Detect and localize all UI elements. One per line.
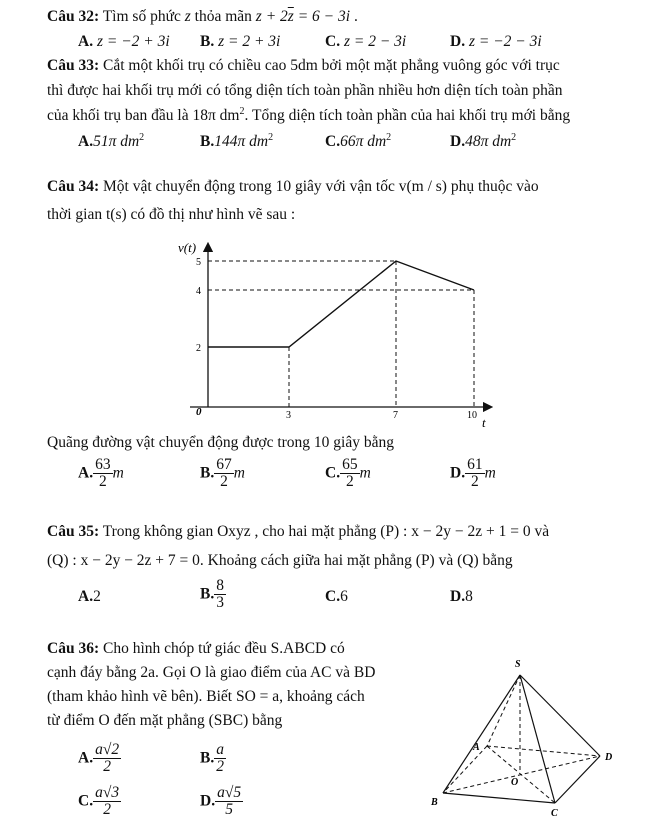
q33-option-c: C.66π $dm^2$ bbox=[325, 132, 392, 151]
q35-line2: (Q) : x − 2y − 2z + 7 = 0. Khoảng cách giữa hai mặt phẳng (P) và (Q) bằng bbox=[47, 552, 513, 569]
q36-option-a: A. $\frac{a√2}{2}$ bbox=[78, 741, 120, 776]
q32-option-c: C. z = 2 − 3i bbox=[325, 33, 407, 50]
q36-option-c: C. $\frac{a√3}{2}$ bbox=[78, 784, 120, 819]
q34-question: Quãng đường vật chuyển động được trong 10 giây bằng bbox=[47, 434, 395, 451]
q36-option-b: B. $\frac{a}{2}$ bbox=[200, 741, 224, 776]
pyramid-hidden-edges bbox=[443, 675, 600, 803]
x-tick-3: 3 bbox=[286, 410, 291, 421]
q35-option-b: B. $\frac{8}{3}$ bbox=[200, 577, 224, 612]
q32-equation-b: = 6 − 3i bbox=[293, 8, 351, 25]
origin-label: 0 bbox=[196, 406, 202, 418]
q32-equation-a: z + 2 bbox=[255, 8, 288, 25]
q32-text-pre: Tìm số phức bbox=[99, 8, 185, 25]
q32-equation-zbar: $\overline{z}$ bbox=[287, 8, 294, 25]
q33-option-a: A.51π $dm^2$ bbox=[78, 132, 145, 151]
y-tick-2: 2 bbox=[196, 343, 201, 354]
q32-stem bbox=[47, 8, 358, 26]
q32-label: Câu 32: bbox=[47, 8, 100, 25]
q36-line2: cạnh đáy bằng 2a. Gọi O là giao điểm của AC và BD bbox=[47, 664, 376, 681]
q32-option-d: D. z = −2 − 3i bbox=[450, 33, 542, 50]
velocity-graph bbox=[170, 235, 500, 435]
q33-option-b: B.144π $dm^2$ bbox=[200, 132, 274, 151]
y-axis-label: v(t) bbox=[178, 240, 197, 255]
q32-option-a: A. z = −2 + 3i bbox=[78, 33, 170, 50]
vertex-a-label: A bbox=[473, 742, 480, 753]
q35-option-a: A.2 bbox=[78, 588, 101, 605]
q33-line1: Câu 33: Cắt một khối trụ có chiều cao 5dm bởi một mặt phẳng vuông góc với trục bbox=[47, 57, 560, 74]
pyramid-solid-edges bbox=[443, 675, 600, 803]
q34-option-c: C. $\frac{65}{2}$ m bbox=[325, 456, 371, 491]
vertex-s-label: S bbox=[515, 659, 521, 670]
y-tick-5: 5 bbox=[196, 257, 201, 268]
q36-line4: từ điểm O đến mặt phẳng (SBC) bằng bbox=[47, 712, 283, 729]
q35-option-c: C.6 bbox=[325, 588, 348, 605]
y-tick-4: 4 bbox=[196, 286, 201, 297]
q34-line2: thời gian t(s) có đồ thị như hình vẽ sau : bbox=[47, 206, 296, 223]
pyramid-figure bbox=[425, 655, 625, 825]
q35-line1: Câu 35: Trong không gian Oxyz , cho hai mặt phẳng (P) : x − 2y − 2z + 1 = 0 và bbox=[47, 523, 550, 540]
velocity-curve bbox=[208, 261, 474, 347]
q32-text-mid: thỏa mãn bbox=[190, 8, 256, 25]
x-tick-10: 10 bbox=[467, 410, 477, 421]
q34-option-a: A. $\frac{63}{2}$ m bbox=[78, 456, 124, 491]
vertex-c-label: C bbox=[551, 808, 558, 819]
q33-line3: của khối trụ ban đầu là 18π $dm^2$. Tổng diện tích toàn phần của hai khối trụ mới bằng bbox=[47, 106, 571, 125]
graph-guides bbox=[208, 261, 474, 407]
q32-text-end: . bbox=[350, 8, 358, 25]
q34-option-d: D. $\frac{61}{2}$ m bbox=[450, 456, 496, 491]
vertex-d-label: D bbox=[605, 752, 613, 763]
q36-line3: (tham khảo hình vẽ bên). Biết SO = a, khoảng cách bbox=[47, 688, 365, 705]
q36-option-d: D. $\frac{a√5}{5}$ bbox=[200, 784, 242, 819]
q34-line1: Câu 34: Một vật chuyển động trong 10 giây với vận tốc v(m / s) phụ thuộc vào bbox=[47, 178, 539, 195]
x-tick-7: 7 bbox=[393, 410, 398, 421]
vertex-o-label: O bbox=[511, 777, 519, 788]
q33-line2: thì được hai khối trụ mới có tổng diện tích toàn phần nhiều hơn diện tích toàn phần bbox=[47, 82, 563, 99]
q32-var: z bbox=[184, 8, 191, 25]
q33-option-d: D.48π $dm^2$ bbox=[450, 132, 517, 151]
q36-line1: Câu 36: Cho hình chóp tứ giác đều S.ABCD có bbox=[47, 640, 345, 657]
x-axis-label: t bbox=[482, 415, 486, 430]
q35-option-d: D.8 bbox=[450, 588, 473, 605]
q32-option-b: B. z = 2 + 3i bbox=[200, 33, 281, 50]
q34-option-b: B. $\frac{67}{2}$ m bbox=[200, 456, 245, 491]
vertex-b-label: B bbox=[431, 797, 438, 808]
